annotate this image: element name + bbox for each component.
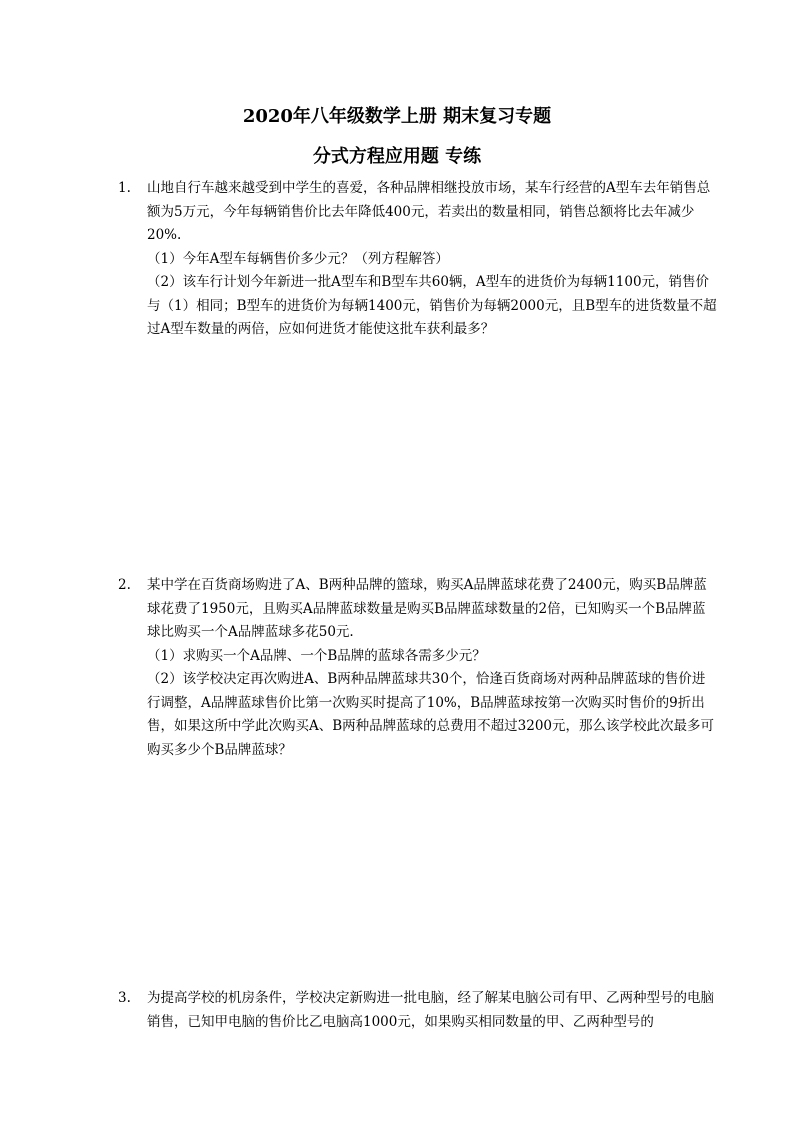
page-subtitle: 分式方程应用题 专练 xyxy=(312,146,482,167)
problem-2-number: 2. xyxy=(118,577,131,593)
problem-3-stem xyxy=(118,987,718,1034)
problem-1-stem xyxy=(118,177,718,248)
problem-2-stem-text: 某中学在百货商场购进了A、B两种品牌的篮球，购买A品牌蓝球花费了2400元，购买B品牌蓝球花费了1950元，且购买A品牌蓝球数量是购买B品牌蓝球数量的2倍，已知购买一个B品牌蓝球比购买一个A品牌蓝球多花50元. xyxy=(147,577,707,640)
problem-3-number: 3. xyxy=(118,990,131,1006)
problem-2 xyxy=(118,574,718,762)
problem-3 xyxy=(118,987,718,1034)
problem-1-part-2: （2）该车行计划今年新进一批A型车和B型车共60辆，A型车的进货价为每辆1100元，销售价与（1）相同；B型车的进货价为每辆1400元，销售价为每辆2000元，且B型车的进货数量不超过A型车数量的两倍，应如何进货才能使这批车获利最多？ xyxy=(147,274,717,337)
problem-1-number: 1. xyxy=(118,180,131,196)
problem-1-part-1: （1）今年A型车每辆售价多少元？（列方程解答） xyxy=(147,250,449,267)
problem-2-stem xyxy=(118,574,718,645)
problem-3-stem-text: 为提高学校的机房条件，学校决定新购进一批电脑，经了解某电脑公司有甲、乙两种型号的电脑销售，已知甲电脑的售价比乙电脑高1000元，如果购买相同数量的甲、乙两种型号的 xyxy=(147,990,714,1030)
problem-1 xyxy=(118,177,718,342)
page-title: 2020年八年级数学上册 期末复习专题 xyxy=(242,106,552,127)
problem-2-part-2: （2）该学校决定再次购进A、B两种品牌蓝球共30个，恰逢百货商场对两种品牌蓝球的售价进行调整，A品牌蓝球售价比第一次购买时提高了10%，B品牌蓝球按第一次购买时售价的9折出售，如果这所中学此次购买A、B两种品牌蓝球的总费用不超过3200元，那么该学校此次最多可购买多少个B品牌蓝球？ xyxy=(147,671,715,758)
problem-2-part-1: （1）求购买一个A品牌、一个B品牌的蓝球各需多少元？ xyxy=(147,647,486,664)
problem-1-stem-text: 山地自行车越来越受到中学生的喜爱，各种品牌相继投放市场，某车行经营的A型车去年销售总额为5万元，今年每辆销售价比去年降低400元，若卖出的数量相同，销售总额将比去年减少20%. xyxy=(147,180,711,243)
